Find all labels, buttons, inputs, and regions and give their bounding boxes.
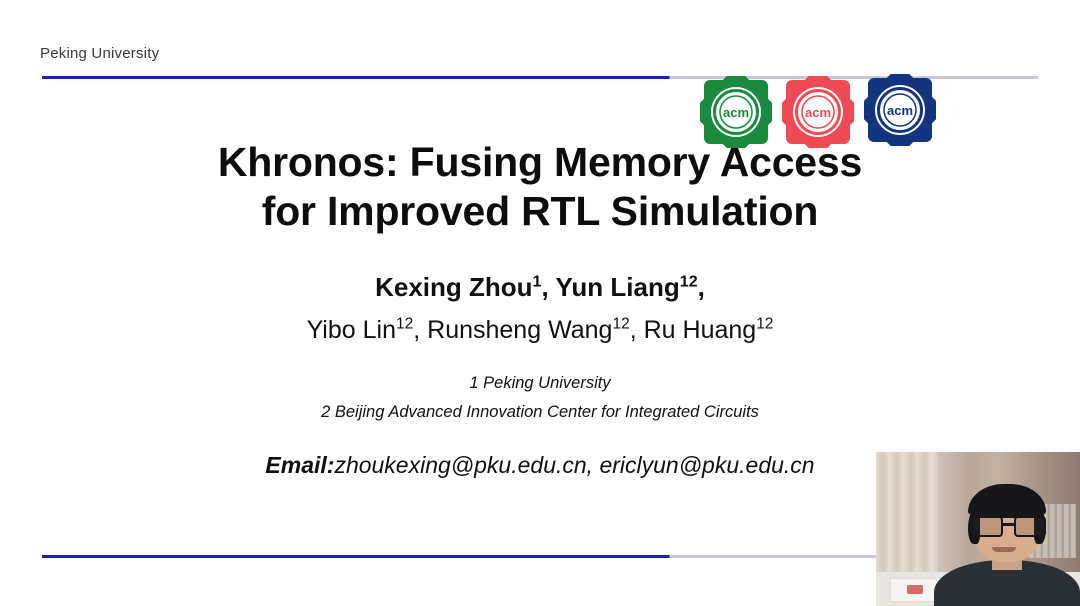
- email-label: Email:: [265, 452, 335, 478]
- title-line-2: for Improved RTL Simulation: [261, 188, 819, 235]
- webcam-curtain: [876, 452, 938, 572]
- acm-badge-blue: [864, 74, 936, 146]
- author-3-affiliation-marker: 12: [395, 315, 414, 333]
- svg-text:acm: acm: [886, 103, 914, 118]
- author-2-name: Yun Liang: [555, 272, 680, 302]
- webcam-speaker: [948, 494, 1066, 606]
- acm-badge-group: [700, 74, 956, 148]
- speaker-mouth: [992, 547, 1016, 552]
- authors-line-1-tail: ,: [697, 272, 705, 302]
- glasses-lens-right: [1014, 516, 1046, 537]
- email-addresses: zhoukexing@pku.edu.cn, ericlyun@pku.edu.cn: [334, 452, 815, 478]
- webcam-video-overlay[interactable]: [876, 452, 1080, 606]
- author-5-affiliation-marker: 12: [756, 315, 774, 333]
- author-3-name: Yibo Lin: [306, 316, 396, 344]
- authors-line-1: [0, 272, 1080, 303]
- author-2-affiliation-marker: 12: [679, 272, 698, 291]
- affiliation-2: 2 Beijing Advanced Innovation Center for Integrated Circuits: [321, 403, 759, 421]
- affiliation-1: 1 Peking University: [469, 374, 611, 392]
- author-4-name: Runsheng Wang: [427, 316, 613, 344]
- glasses-bridge: [1001, 523, 1014, 526]
- author-1-name: Kexing Zhou: [375, 272, 533, 302]
- authors-separator-1: ,: [541, 272, 556, 302]
- authors-separator-3: ,: [629, 316, 644, 344]
- author-4-affiliation-marker: 12: [612, 315, 630, 333]
- authors-separator-2: ,: [413, 316, 428, 344]
- institution-label: Peking University: [40, 45, 160, 62]
- author-1-affiliation-marker: 1: [532, 272, 542, 291]
- glasses-icon: [970, 516, 1044, 534]
- glasses-lens-left: [971, 516, 1003, 537]
- title-line-1: Khronos: Fusing Memory Access: [217, 139, 863, 185]
- authors-line-2: [0, 316, 1080, 345]
- page-title: [0, 138, 1080, 236]
- svg-text:acm: acm: [722, 105, 750, 120]
- author-5-name: Ru Huang: [643, 316, 757, 344]
- svg-text:acm: acm: [804, 105, 832, 120]
